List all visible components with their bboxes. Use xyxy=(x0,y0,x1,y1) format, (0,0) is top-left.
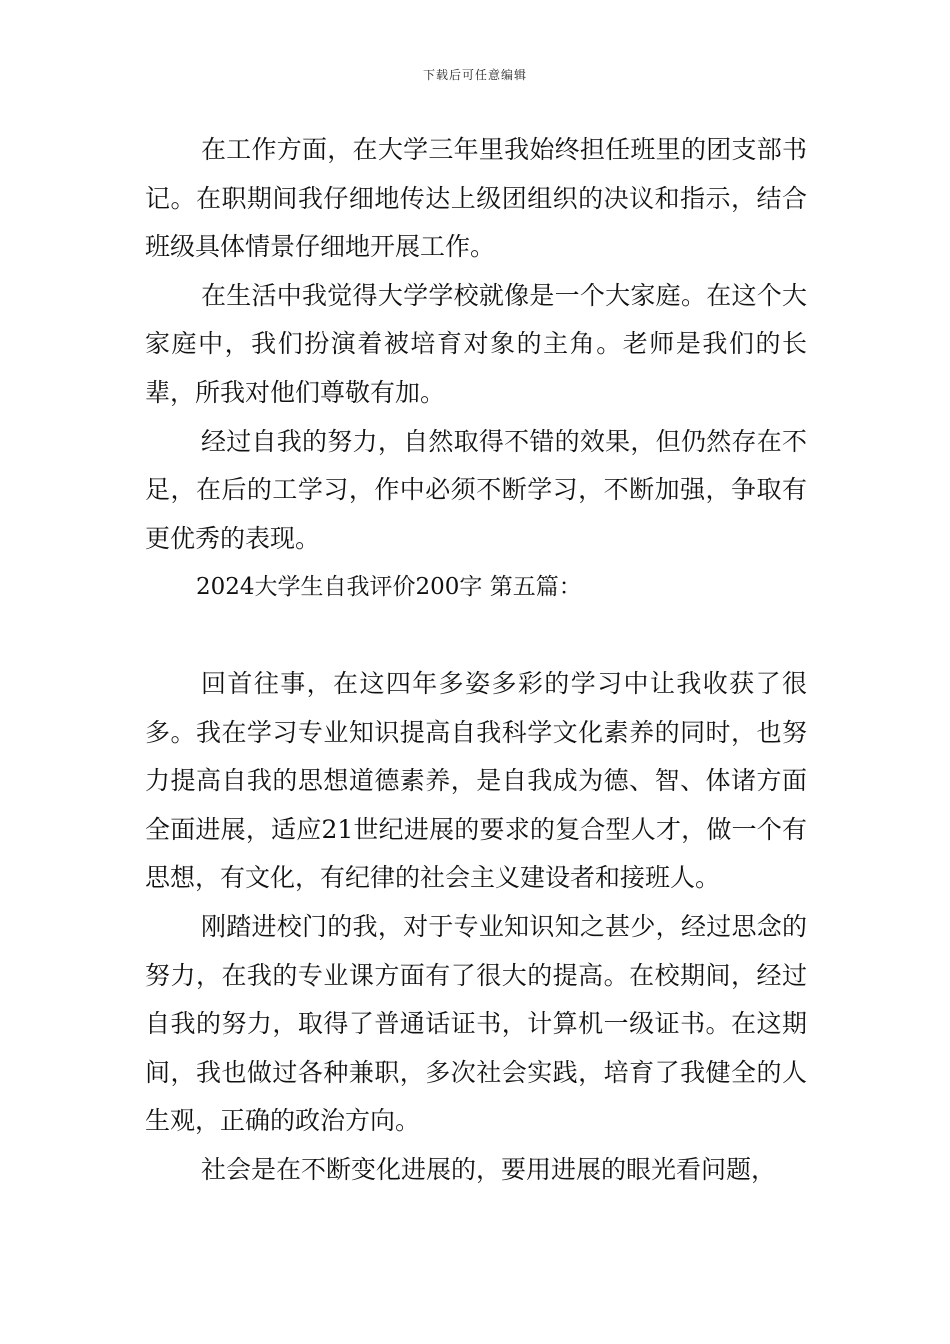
paragraph-work: 在工作方面，在大学三年里我始终担任班里的团支部书记。在职期间我仔细地传达上级团组织的决议和指示，结合班级具体情景仔细地开展工作。 xyxy=(145,135,807,262)
document-body xyxy=(145,126,807,1194)
blank-line xyxy=(145,612,807,660)
paragraph-review: 回首往事，在这四年多姿多彩的学习中让我收获了很多。我在学习专业知识提高自我科学文化素养的同时，也努力提高自我的思想道德素养，是自我成为德、智、体诸方面全面进展，适应21世纪进展的要求的复合型人才，做一个有思想，有文化，有纪律的社会主义建设者和接班人。 xyxy=(145,668,807,893)
paragraph-society: 社会是在不断变化进展的，要用进展的眼光看问题， xyxy=(201,1154,777,1184)
paragraph-life: 在生活中我觉得大学学校就像是一个大家庭。在这个大家庭中，我们扮演着被培育对象的主角。老师是我们的长辈，所我对他们尊敬有加。 xyxy=(145,280,807,407)
section-heading: 2024大学生自我评价200字 第五篇： xyxy=(196,574,582,601)
paragraph-effort: 经过自我的努力，自然取得不错的效果，但仍然存在不足，在后的工学习，作中必须不断学习，不断加强，争取有更优秀的表现。 xyxy=(145,426,807,553)
paragraph-school: 刚踏进校门的我，对于专业知识知之甚少，经过思念的努力，在我的专业课方面有了很大的提高。在校期间，经过自我的努力，取得了普通话证书，计算机一级证书。在这期间，我也做过各种兼职，多次社会实践，培育了我健全的人生观，正确的政治方向。 xyxy=(145,911,807,1136)
page-header: 下载后可任意编辑 xyxy=(422,68,527,82)
